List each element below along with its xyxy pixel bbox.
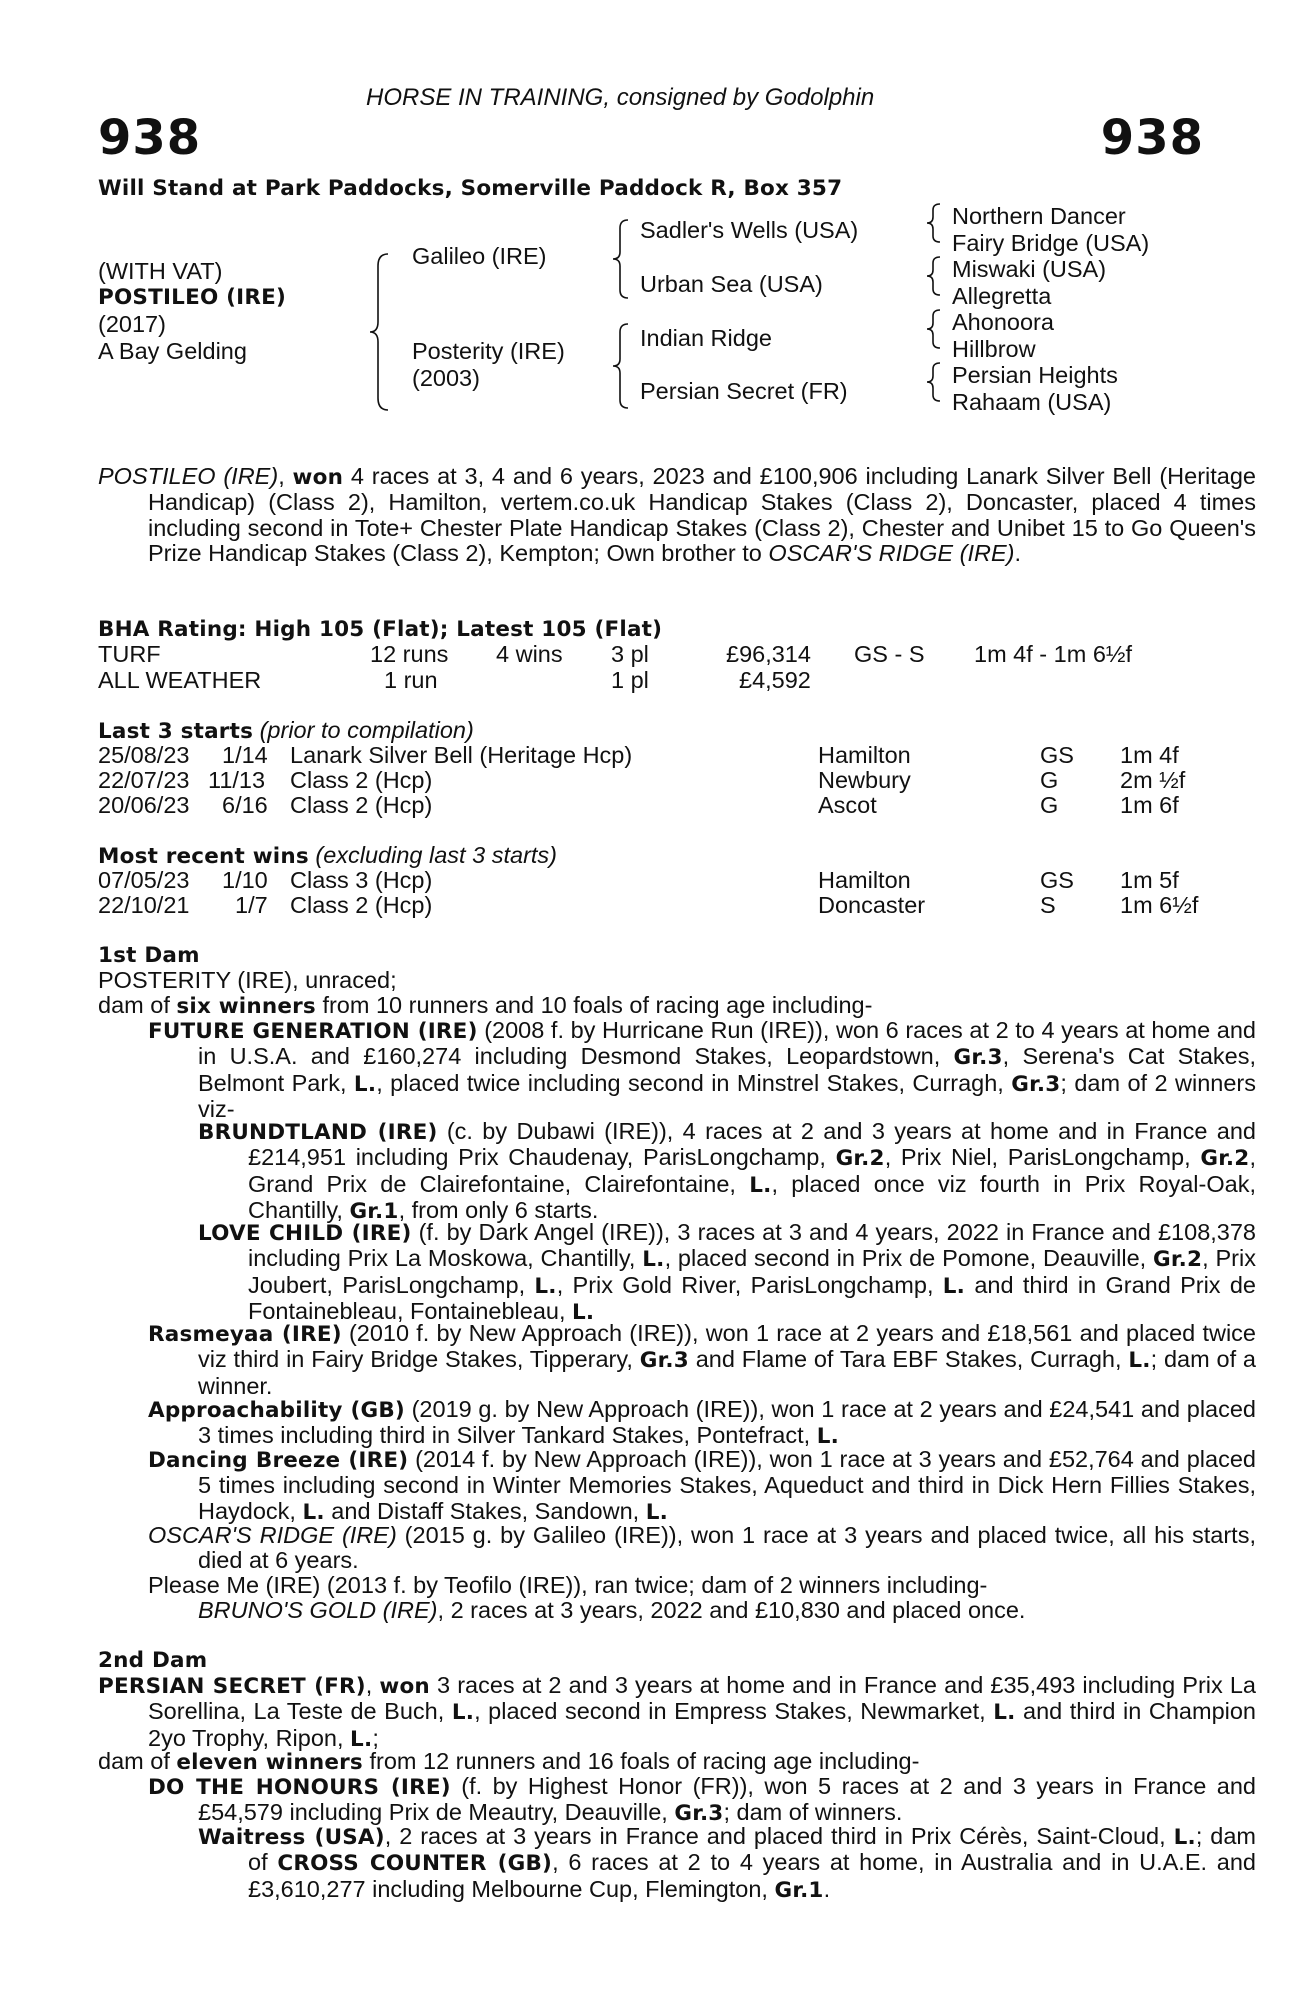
second-dam-heading: 2nd Dam <box>98 1648 208 1673</box>
pedigree-brace-dam <box>610 322 632 410</box>
progeny-brunos-gold: BRUNO'S GOLD (IRE), 2 races at 3 years, 2022 and £10,830 and placed once. <box>198 1597 1026 1623</box>
catalogue-title: HORSE IN TRAINING, consigned by Godolphin <box>366 84 875 111</box>
first-dam-line: POSTERITY (IRE), unraced; <box>98 967 397 993</box>
pedigree-ds-sire: Ahonoora <box>952 309 1054 335</box>
vat-note: (WITH VAT) <box>98 258 223 284</box>
pedigree-brace-main <box>368 252 392 412</box>
stabling-location: Will Stand at Park Paddocks, Somerville Paddock R, Box 357 <box>98 176 843 201</box>
pedigree-dam-year: (2003) <box>412 365 480 391</box>
horse-description: A Bay Gelding <box>98 338 247 364</box>
last3-row: 25/08/23 1/14 Lanark Silver Bell (Heritage Hcp) Hamilton GS 1m 4f <box>98 742 1179 768</box>
pedigree-dam-sire: Indian Ridge <box>640 325 772 351</box>
first-dam-produce-line: dam of six winners from 10 runners and 10 foals of racing age including- <box>98 992 873 1019</box>
pedigree-brace-sd <box>924 255 944 297</box>
recent-wins-heading: Most recent wins (excluding last 3 starts) <box>98 842 557 869</box>
rating-row-turf: TURF 12 runs 4 wins 3 pl £96,314 GS - S 1m 4f - 1m 6½f <box>98 641 1133 667</box>
progeny-love-child: LOVE CHILD (IRE) (f. by Dark Angel (IRE)), 3 races at 3 and 4 years, 2022 in France and £108,378 including Prix La Moskowa, Chantilly, L., placed second in Prix de Pomone, Deauville, Gr.2, Prix Joubert, ParisLongchamp, L., Prix Gold River, ParisLongchamp, L. and third in Grand Prix de Fontainebleau, Fontainebleau, L. <box>198 1219 1256 1326</box>
last3-row: 22/07/23 11/13 Class 2 (Hcp) Newbury G 2m ½f <box>98 767 1186 793</box>
pedigree-sire-dam: Urban Sea (USA) <box>640 271 823 297</box>
second-dam-persian-secret: PERSIAN SECRET (FR), won 3 races at 2 and 3 years at home and in France and £35,493 including Prix La Sorellina, La Teste de Buch, L., placed second in Empress Stakes, Newmarket, L. and third in Champion 2yo Trophy, Ripon, L.; <box>98 1672 1256 1752</box>
pedigree-dd-dam: Rahaam (USA) <box>952 389 1112 415</box>
progeny-rasmeyaa: Rasmeyaa (IRE) (2010 f. by New Approach (IRE)), won 1 race at 2 years and £18,561 and placed twice viz third in Fairy Bridge Stakes, Tipperary, Gr.3 and Flame of Tara EBF Stakes, Curragh, L.; dam of a winner. <box>148 1320 1256 1399</box>
pedigree-brace-sire <box>610 218 632 300</box>
progeny-please-me: Please Me (IRE) (2013 f. by Teofilo (IRE)), ran twice; dam of 2 winners including- <box>148 1572 988 1598</box>
recent-win-row: 22/10/21 1/7 Class 2 (Hcp) Doncaster S 1m 6½f <box>98 892 1199 918</box>
pedigree-brace-ds <box>924 308 944 350</box>
progeny-waitress: Waitress (USA), 2 races at 3 years in France and placed third in Prix Cérès, Saint-Cloud, L.; dam of CROSS COUNTER (GB), 6 races at 2 to 4 years at home, in Australia and in U.A.E. and £3,610,277 including Melbourne Cup, Flemington, Gr.1. <box>198 1823 1256 1903</box>
horse-name: POSTILEO (IRE) <box>98 285 287 310</box>
pedigree-ss-dam: Fairy Bridge (USA) <box>952 230 1150 256</box>
first-dam-heading: 1st Dam <box>98 943 200 968</box>
progeny-oscars-ridge: OSCAR'S RIDGE (IRE) (2015 g. by Galileo (IRE)), won 1 race at 3 years and placed twice, all his starts, died at 6 years. <box>148 1522 1256 1574</box>
pedigree-sd-dam: Allegretta <box>952 283 1052 309</box>
pedigree-sd-sire: Miswaki (USA) <box>952 256 1107 282</box>
lot-number-left: 938 <box>98 110 202 166</box>
bha-rating-heading: BHA Rating: High 105 (Flat); Latest 105 (Flat) <box>98 617 663 642</box>
pedigree-dd-sire: Persian Heights <box>952 362 1118 388</box>
second-dam-produce-line: dam of eleven winners from 12 runners and 16 foals of racing age including- <box>98 1748 920 1775</box>
pedigree-brace-dd <box>924 361 944 403</box>
last3-row: 20/06/23 6/16 Class 2 (Hcp) Ascot G 1m 6f <box>98 792 1179 818</box>
pedigree-ss-sire: Northern Dancer <box>952 203 1126 229</box>
race-summary: POSTILEO (IRE), won 4 races at 3, 4 and 6 years, 2023 and £100,906 including Lanark Silver Bell (Heritage Handicap) (Class 2), Hamilton, vertem.co.uk Handicap Stakes (Class 2), Doncaster, placed 4 times including second in Tote+ Chester Plate Handicap Stakes (Class 2), Chester and Unibet 15 to Go Queen's Prize Handicap Stakes (Class 2), Kempton; Own brother to OSCAR'S RIDGE (IRE). <box>98 463 1257 567</box>
progeny-future-generation: FUTURE GENERATION (IRE) (2008 f. by Hurricane Run (IRE)), won 6 races at 2 to 4 years at home and in U.S.A. and £160,274 including Desmond Stakes, Leopardstown, Gr.3, Serena's Cat Stakes, Belmont Park, L., placed twice including second in Minstrel Stakes, Curragh, Gr.3; dam of 2 winners viz- <box>148 1017 1257 1123</box>
pedigree-dam-dam: Persian Secret (FR) <box>640 378 848 404</box>
pedigree-ds-dam: Hillbrow <box>952 336 1036 362</box>
lot-number-right: 938 <box>1100 110 1204 166</box>
pedigree-sire: Galileo (IRE) <box>412 243 547 269</box>
horse-year: (2017) <box>98 311 166 337</box>
progeny-approachability: Approachability (GB) (2019 g. by New Approach (IRE)), won 1 race at 2 years and £24,541 and placed 3 times including third in Silver Tankard Stakes, Pontefract, L. <box>148 1396 1257 1450</box>
rating-row-allweather: ALL WEATHER 1 run 1 pl £4,592 <box>98 667 811 693</box>
progeny-brundtland: BRUNDTLAND (IRE) (c. by Dubawi (IRE)), 4 races at 2 and 3 years at home and in France and £214,951 including Prix Chaudenay, ParisLongchamp, Gr.2, Prix Niel, ParisLongchamp, Gr.2, Grand Prix de Clairefontaine, Clairefontaine, L., placed once viz fourth in Prix Royal-Oak, Chantilly, Gr.1, from only 6 starts. <box>198 1118 1256 1225</box>
pedigree-brace-ss <box>924 202 944 244</box>
pedigree-dam: Posterity (IRE) <box>412 338 565 364</box>
progeny-dancing-breeze: Dancing Breeze (IRE) (2014 f. by New Approach (IRE)), won 1 race at 3 years and £52,764 and placed 5 times including second in Winter Memories Stakes, Aqueduct and third in Dick Hern Fillies Stakes, Haydock, L. and Distaff Stakes, Sandown, L. <box>148 1446 1256 1525</box>
pedigree-sire-sire: Sadler's Wells (USA) <box>640 217 859 243</box>
recent-win-row: 07/05/23 1/10 Class 3 (Hcp) Hamilton GS 1m 5f <box>98 867 1179 893</box>
last3-heading: Last 3 starts (prior to compilation) <box>98 717 474 744</box>
progeny-do-the-honours: DO THE HONOURS (IRE) (f. by Highest Honor (FR)), won 5 races at 2 and 3 years in France and £54,579 including Prix de Meautry, Deauville, Gr.3; dam of winners. <box>148 1773 1256 1827</box>
